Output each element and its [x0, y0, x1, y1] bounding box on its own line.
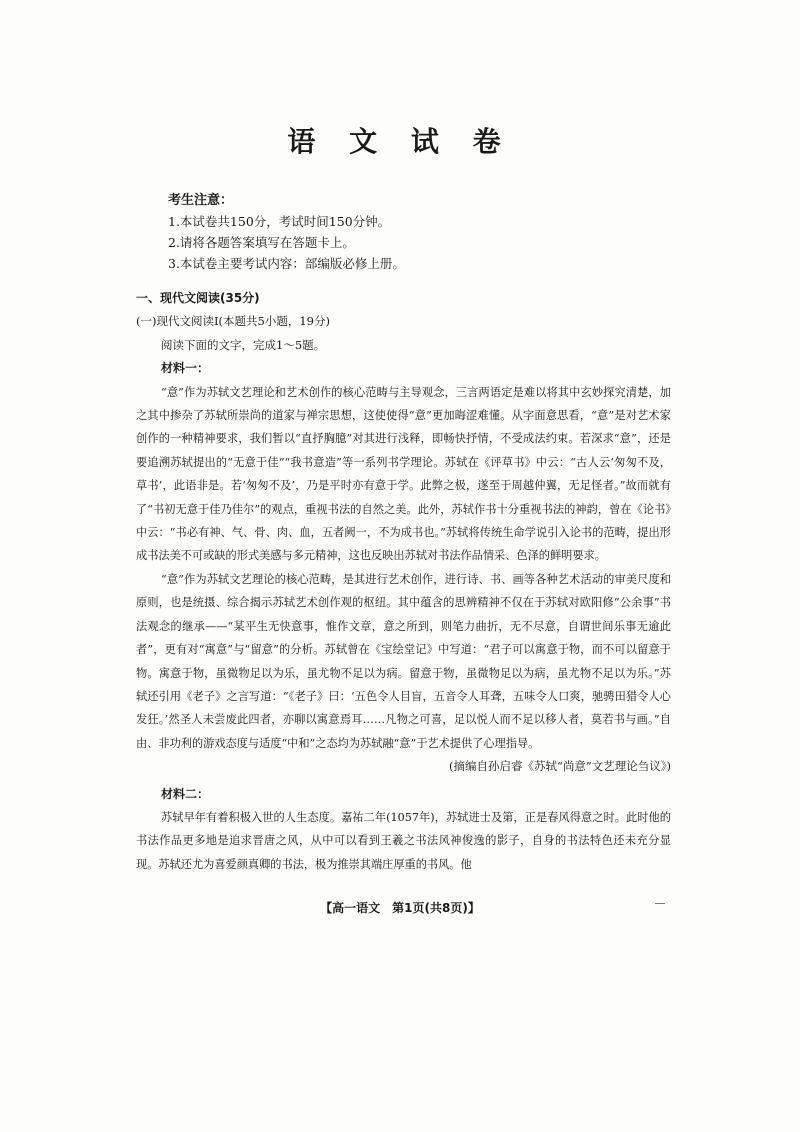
page-title: 语 文 试 卷 [287, 125, 513, 158]
material-one-source: (摘编自孙启睿《苏轼“尚意”文艺理论刍议》) [449, 759, 671, 774]
material-one-label: 材料一： [161, 361, 210, 376]
material-one-paragraph: “意”作为苏轼文艺理论的核心范畴，是其进行艺术创作，进行诗、书、画等各种艺术活动的审美尺度和原则，也是统摄、综合揭示苏轼艺术创作观的枢纽。其中蕴含的思辨精神不仅在于苏轼对欧阳修“公余事”书法观念的继承——“某平生无快意事，惟作文章，意之所到，则笔力曲折，无不尽意，自谓世间乐事无逾此者”，更有对“寓意”与“留意”的分析。苏轼曾在《宝绘堂记》中写道：“君子可以寓意于物，而不可以留意于物。寓意于物，虽微物足以为乐，虽尤物不足以为病。留意于物，虽微物足以为病，虽尤物不足以为乐。”苏轼还引用《老子》之言写道：“《老子》曰：‘五色令人目盲，五音令人耳聋，五味令人口爽，驰骋田猎令人心发狂。’然圣人未尝废此四者，亦聊以寓意焉耳……凡物之可喜，足以悦人而不足以移人者，莫若书与画。”自由、非功利的游戏态度与适度“中和”之态均为苏轼融“意”于艺术提供了心理指导。 [136, 572, 671, 750]
reading-section [136, 287, 671, 876]
notice-item: 1.本试卷共150分，考试时间150分钟。 [168, 214, 391, 229]
candidate-notice [168, 190, 688, 274]
margin-mark [655, 903, 665, 904]
section-heading: 一、现代文阅读(35分) [136, 291, 260, 305]
subsection-heading: (一)现代文阅读Ⅰ(本题共5小题，19分) [136, 314, 330, 329]
notice-item: 2.请将各题答案填写在答题卡上。 [168, 235, 355, 250]
page-footer: 【高一语文 第1页(共8页)】 [320, 901, 480, 915]
material-one-paragraph: “意”作为苏轼文艺理论和艺术创作的核心范畴与主导观念，三言两语定是难以将其中玄妙探究清楚，加之其中掺杂了苏轼所崇尚的道家与禅宗思想，这使使得“意”更加晦涩难懂。从字面意思看，“意”是对艺术家创作的一种精神要求，我们暂以“直抒胸臆”对其进行浅释，即畅快抒情，不受成法约束。若深求“意”，还是要追溯苏轼提出的“无意于佳”“我书意造”等一系列书学理论。苏轼在《评草书》中云：“古人云‘匆匆不及，草书’，此语非是。若‘匆匆不及’，乃是平时亦有意于学。此弊之极，遂至于周越仲翼，无足怪者。”故而就有了“书初无意于佳乃佳尔”的观点，重视书法的自然之美。此外，苏轼作书十分重视书法的神韵，曾在《论书》中云：“书必有神、气、骨、肉、血，五者阙一，不为成书也。”苏轼将传统生命学说引入论书的范畴，提出形成书法美不可或缺的形式美感与多元精神，这也反映出苏轼对书法作品情采、色泽的鲜明要求。 [136, 385, 671, 563]
reading-instruction: 阅读下面的文字，完成1～5题。 [161, 337, 326, 352]
notice-heading: 考生注意： [168, 193, 234, 208]
notice-item: 3.本试卷主要考试内容：部编版必修上册。 [168, 256, 405, 271]
material-two-label: 材料二： [161, 786, 210, 801]
material-two-paragraph: 苏轼早年有着积极入世的人生态度。嘉祐二年(1057年)，苏轼进士及第，正是春风得意之时。此时他的书法作品更多地是追求晋唐之风，从中可以看到王羲之书法风神俊逸的影子，自身的书法特色还未充分显现。苏轼还尤为喜爱颜真卿的书法，极为推崇其端庄厚重的书风。他 [136, 810, 671, 871]
